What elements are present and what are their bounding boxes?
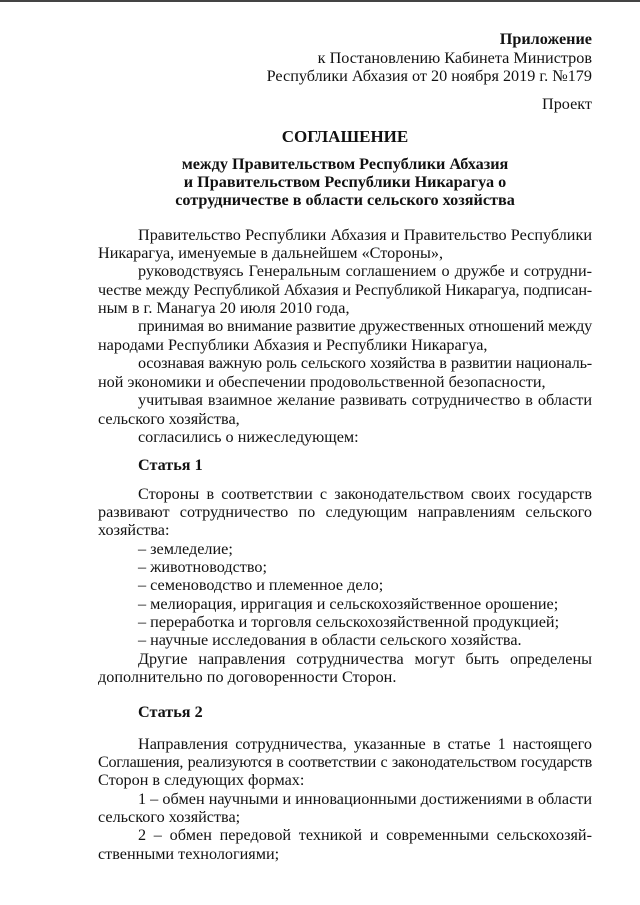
article-1-heading: Статья 1 — [138, 456, 203, 474]
article-1-list-item: – переработка и торговля сельскохозяйственной продукцией; — [138, 613, 560, 631]
article-1-list-item: – научные исследования в области сельского хозяйства. — [138, 631, 522, 649]
preamble-line: ным в г. Манагуа 20 июля 2010 года, — [98, 299, 350, 317]
resolution-ref-line1: к Постановлению Кабинета Министров — [317, 49, 592, 67]
preamble-line: руководствуясь Генеральным соглашением о дружбе и сотрудни- — [138, 262, 592, 280]
preamble-line: Никарагуа, именуемые в дальнейшем «Стороны», — [98, 244, 444, 262]
article-2-line: ственными технологиями; — [98, 845, 280, 863]
article-1-list-item: – семеноводство и племенное дело; — [138, 576, 384, 594]
scan-edge — [0, 0, 640, 2]
article-2-line: 1 – обмен научными и инновационными достижениями в области — [138, 790, 592, 808]
document-subtitle-line: и Правительством Республики Никарагуа о — [183, 173, 507, 191]
article-1-list-item: – земледелие; — [138, 540, 233, 558]
preamble-line: народами Республики Абхазия и Республики Никарагуа, — [98, 336, 488, 354]
preamble-line: учитывая взаимное желание развивать сотрудничество в области — [138, 391, 592, 409]
article-1-line: Стороны в соответствии с законодательством своих государств — [138, 485, 592, 503]
preamble-line: принимая во внимание развитие дружественных отношений между — [138, 317, 592, 335]
article-2-heading: Статья 2 — [138, 703, 203, 721]
preamble-line: ной экономики и обеспечении продовольственной безопасности, — [98, 373, 546, 391]
preamble-line: осознавая важную роль сельского хозяйства в развитии националь- — [138, 354, 592, 372]
article-2-line: Соглашения, реализуются в соответствии с законодательством государств — [98, 753, 592, 771]
document-subtitle-line: между Правительством Республики Абхазия — [181, 155, 509, 173]
article-1-list-item: – животноводство; — [138, 558, 268, 576]
preamble-line: сельского хозяйства, — [98, 410, 240, 428]
article-2-line: Направления сотрудничества, указанные в статье 1 настоящего — [138, 735, 592, 753]
article-1-line: развивают сотрудничество по следующим направлениям сельского — [98, 503, 592, 521]
article-2-line: Сторон в следующих формах: — [98, 771, 305, 789]
document-title: СОГЛАШЕНИЕ — [281, 127, 409, 146]
draft-label: Проект — [542, 95, 592, 113]
document-subtitle-line: сотрудничестве в области сельского хозяйства — [175, 191, 515, 209]
article-1-line: хозяйства: — [98, 521, 170, 539]
article-1-line: дополнительно по договоренности Сторон. — [98, 668, 397, 686]
article-1-list-item: – мелиорация, ирригация и сельскохозяйственное орошение; — [138, 595, 559, 613]
preamble-line: Правительство Республики Абхазия и Правительство Республики — [138, 226, 592, 244]
article-2-line: сельского хозяйства; — [98, 808, 241, 826]
preamble-line: честве между Республикой Абхазия и Республикой Никарагуа, подписан- — [98, 281, 592, 299]
appendix-label: Приложение — [499, 30, 592, 48]
preamble-line: согласились о нижеследующем: — [138, 428, 359, 446]
resolution-ref-line2: Республики Абхазия от 20 ноября 2019 г. №179 — [266, 67, 592, 85]
article-1-line: Другие направления сотрудничества могут быть определены — [138, 650, 592, 668]
article-2-line: 2 – обмен передовой техникой и современными сельскохозяй- — [138, 826, 592, 844]
